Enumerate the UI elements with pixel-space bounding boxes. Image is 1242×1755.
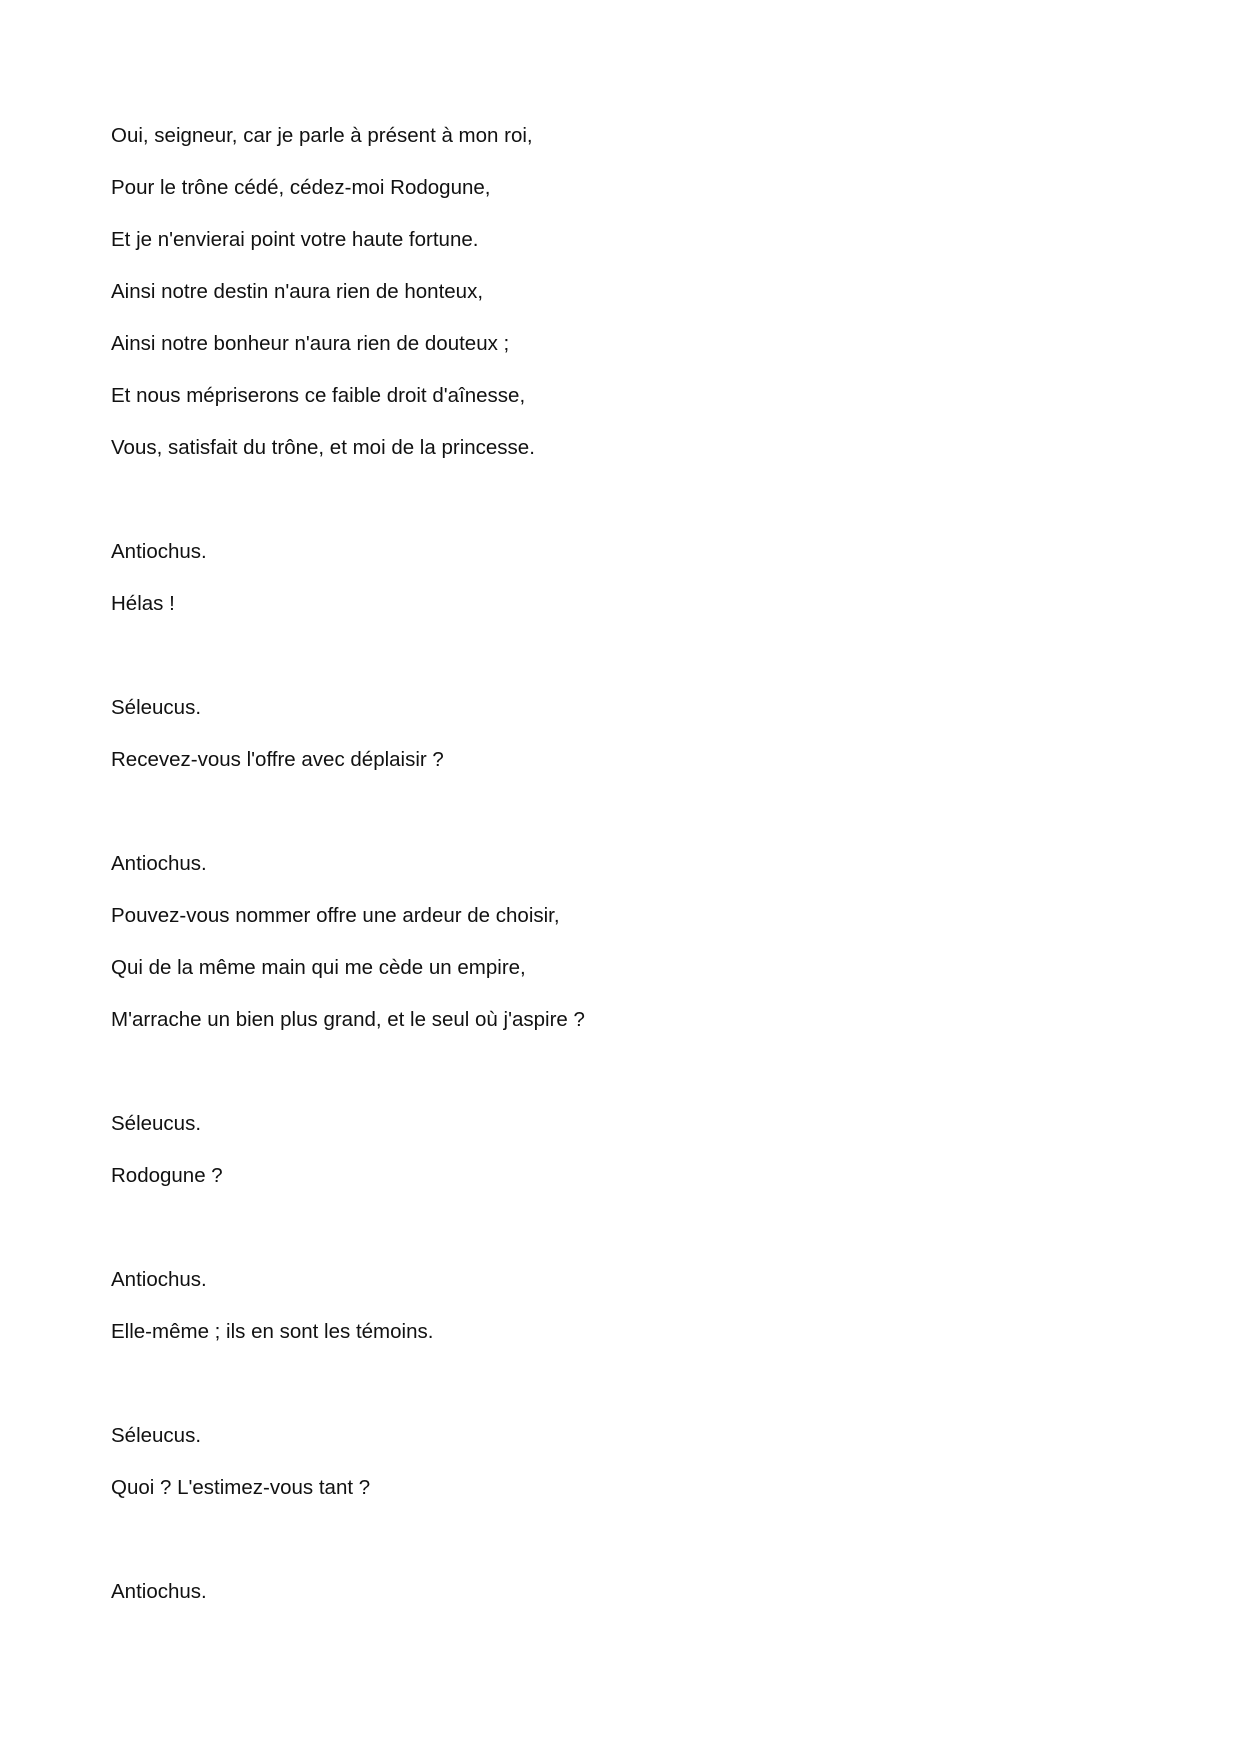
- verse-line: Pour le trône cédé, cédez-moi Rodogune,: [111, 176, 491, 199]
- speaker-name: Antiochus.: [111, 540, 207, 563]
- speaker-name: Séleucus.: [111, 1112, 202, 1135]
- verse-line: Oui, seigneur, car je parle à présent à mon roi,: [111, 124, 533, 147]
- blank-line: [111, 786, 1131, 838]
- blank-line: [111, 1358, 1131, 1410]
- verse-line: Pouvez-vous nommer offre une ardeur de choisir,: [111, 904, 560, 927]
- blank-line: [111, 630, 1131, 682]
- verse-line: Et je n'envierai point votre haute fortune.: [111, 228, 479, 251]
- verse-line: Ainsi notre bonheur n'aura rien de douteux ;: [111, 332, 510, 355]
- verse-line: Et nous mépriserons ce faible droit d'aînesse,: [111, 384, 526, 407]
- play-text: [111, 110, 1131, 1618]
- verse-line: Recevez-vous l'offre avec déplaisir ?: [111, 748, 444, 771]
- speaker-name: Antiochus.: [111, 1268, 207, 1291]
- speaker-name: Antiochus.: [111, 852, 207, 875]
- verse-line: Ainsi notre destin n'aura rien de honteux,: [111, 280, 484, 303]
- verse-line: Vous, satisfait du trône, et moi de la princesse.: [111, 436, 535, 459]
- verse-line: Qui de la même main qui me cède un empire,: [111, 956, 526, 979]
- speaker-name: Antiochus.: [111, 1580, 207, 1603]
- verse-line: Rodogune ?: [111, 1164, 223, 1187]
- blank-line: [111, 1202, 1131, 1254]
- speaker-name: Séleucus.: [111, 696, 202, 719]
- verse-line: Hélas !: [111, 592, 175, 615]
- verse-line: Elle-même ; ils en sont les témoins.: [111, 1320, 434, 1343]
- blank-line: [111, 1514, 1131, 1566]
- verse-line: Quoi ? L'estimez-vous tant ?: [111, 1476, 371, 1499]
- blank-line: [111, 474, 1131, 526]
- verse-line: M'arrache un bien plus grand, et le seul où j'aspire ?: [111, 1008, 585, 1031]
- blank-line: [111, 1046, 1131, 1098]
- speaker-name: Séleucus.: [111, 1424, 202, 1447]
